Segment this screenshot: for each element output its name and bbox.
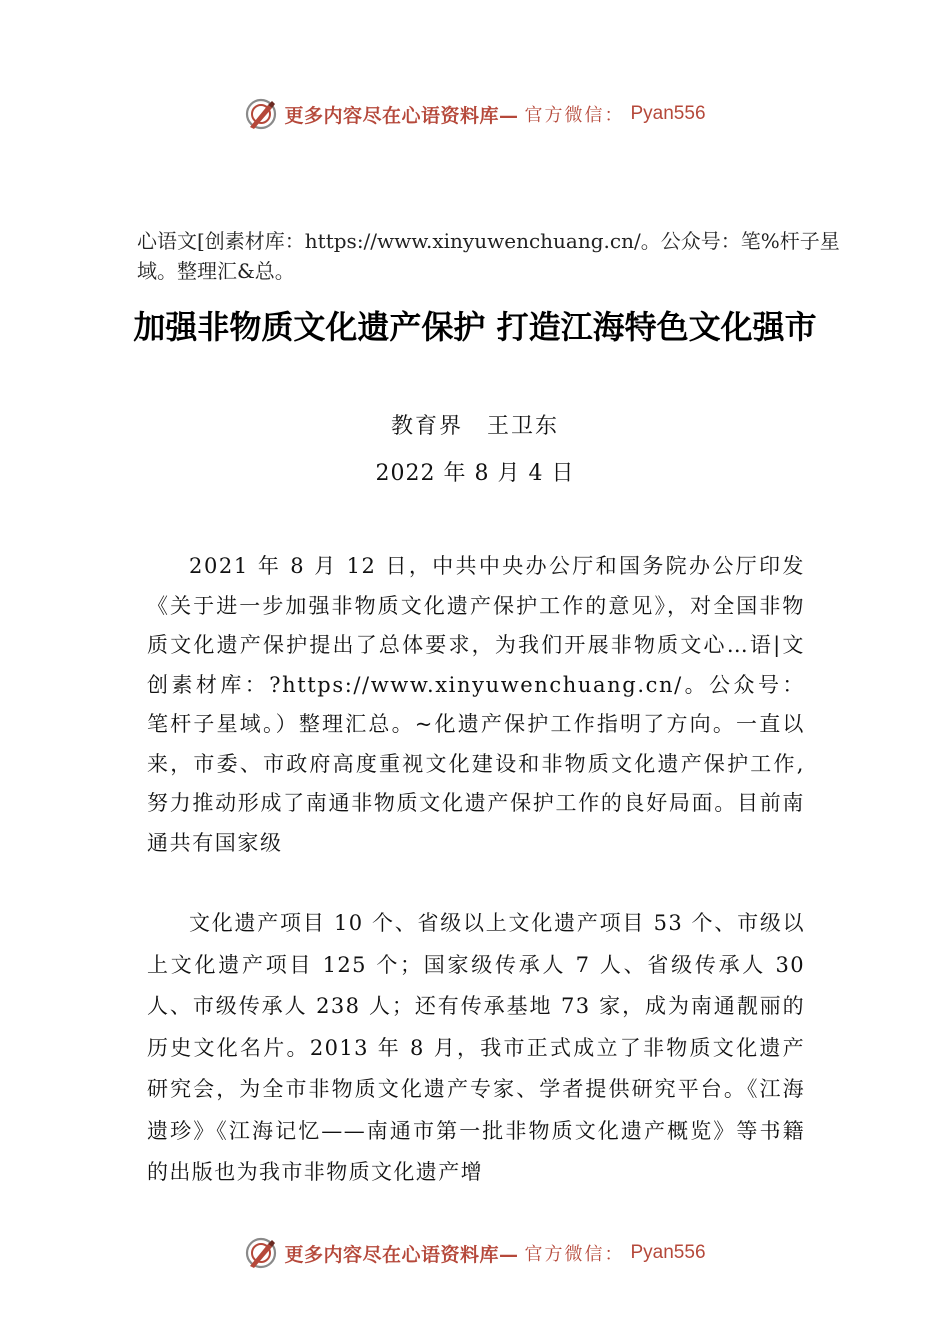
footer-banner xyxy=(0,1233,950,1273)
pen-logo-icon xyxy=(244,97,278,131)
banner-brand-text: 更多内容尽在心语资料库— xyxy=(284,104,519,127)
pen-logo-icon xyxy=(244,1236,278,1270)
body-paragraph: 文化遗产项目 10 个、省级以上文化遗产项目 53 个、市级以上文化遗产项目 125 个；国家级传承人 7 人、省级传承人 30 人、市级传承人 238 人；还有传承基地 73 家，成为南通靓丽的历史文化名片。2013 年 8 月，我市正式成立了非物质文化遗产研究会，为全市非物质文化遗产专家、学者提供研究平台。《江海遗珍》《江海记忆——南通市第一批非物质文化遗产概览》等书籍的出版也为我市非物质文化遗产增 xyxy=(147,911,805,1184)
article-title: 加强非物质文化遗产保护 打造江海特色文化强市 xyxy=(133,308,817,346)
banner-brand-text: 更多内容尽在心语资料库— xyxy=(284,1243,519,1266)
body-paragraph: 2021 年 8 月 12 日，中共中央办公厅和国务院办公厅印发《关于进一步加强非物质文化遗产保护工作的意见》，对全国非物质文化遗产保护提出了总体要求，为我们开展非物质文心…语|文创素材库：?https://www.xinyuwenchuang.cn/。公众号：笔杆子星域。）整理汇总。~化遗产保护工作指明了方向。一直以来，市委、市政府高度重视文化建设和非物质文化遗产保护工作,努力推动形成了南通非物质文化遗产保护工作的良好局面。目前南通共有国家级 xyxy=(147,554,805,855)
article-date: 2022 年 8 月 4 日 xyxy=(375,461,575,486)
banner-wechat-id: Pyan556 xyxy=(630,1242,706,1263)
banner-wechat-id: Pyan556 xyxy=(630,103,706,124)
article-author: 教育界 王卫东 xyxy=(390,414,559,439)
banner-wechat-label: 官方微信： xyxy=(524,1244,625,1265)
banner-wechat-label: 官方微信： xyxy=(524,105,625,126)
header-banner xyxy=(0,94,950,134)
source-note: 心语文[创素材库：https://www.xinyuwenchuang.cn/。公众号：笔%杆子星域。整理汇&总。 xyxy=(137,229,840,283)
